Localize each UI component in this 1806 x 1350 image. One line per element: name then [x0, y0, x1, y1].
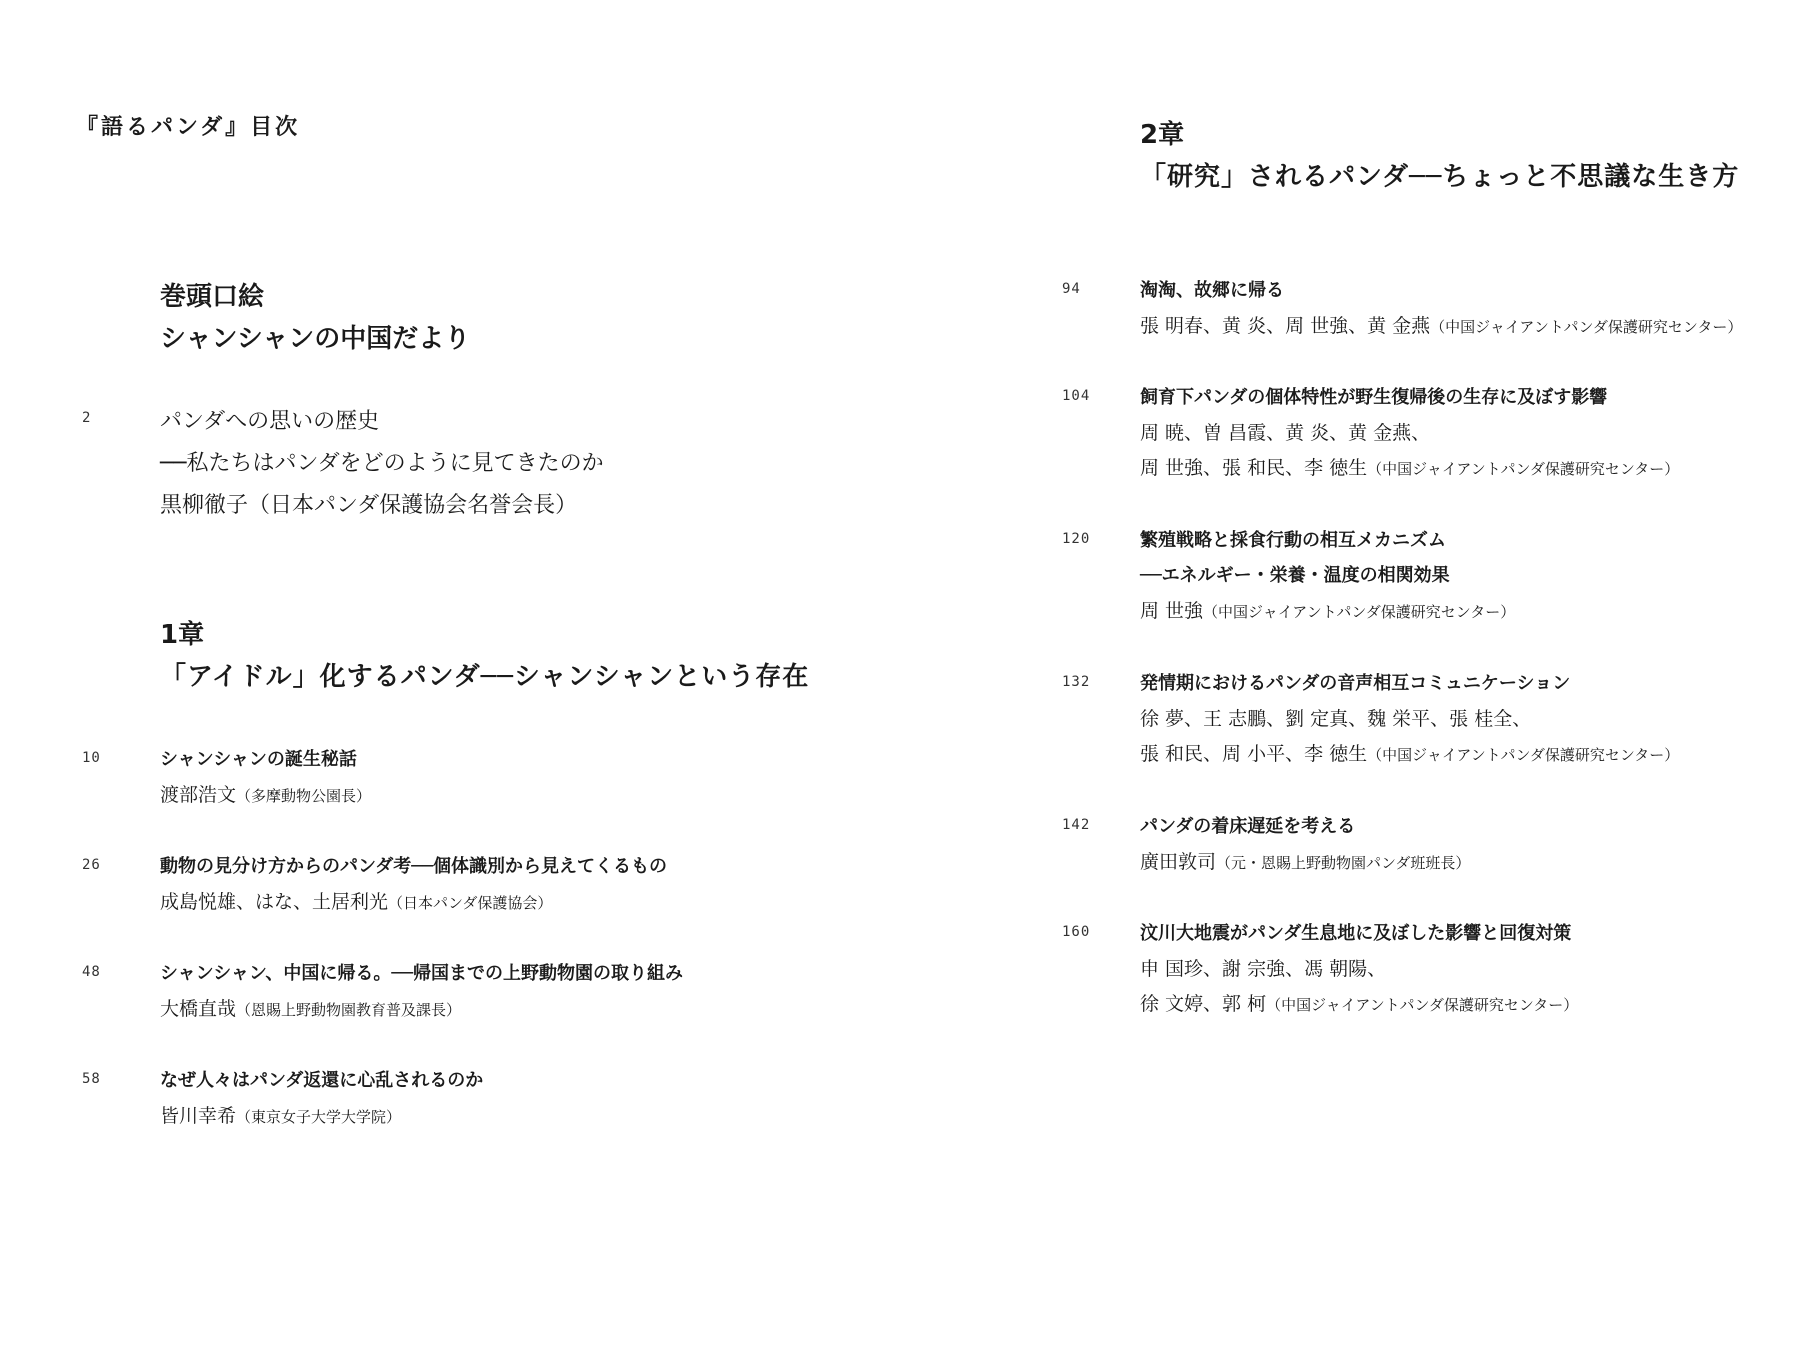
chapter2-title: 「研究」されるパンダ──ちょっと不思議な生き方 — [1140, 162, 1740, 192]
entry-title: シャンシャン、中国に帰る。──帰国までの上野動物園の取り組み — [160, 963, 684, 984]
entry-affiliation: （中国ジャイアントパンダ保護研究センター） — [1266, 996, 1579, 1014]
intro-subtitle: ──私たちはパンダをどのように見てきたのか — [160, 451, 604, 476]
entry-author: 皆川幸希 — [160, 1105, 237, 1127]
entry-affiliation: （元・恩賜上野動物園パンダ班班長） — [1216, 854, 1471, 872]
page-number: 104 — [1062, 388, 1091, 404]
entry-affiliation: （恩賜上野動物園教育普及課長） — [236, 1001, 462, 1019]
entry-author: 周 世強、張 和民、李 徳生 — [1140, 457, 1368, 479]
entry-title: 発情期におけるパンダの音声相互コミュニケーション — [1140, 673, 1571, 694]
entry-title: シャンシャンの誕生秘話 — [160, 749, 357, 770]
entry-author-line — [160, 887, 552, 914]
entry-author-line — [160, 1101, 401, 1128]
entry-author: 徐 夢、王 志鵬、劉 定真、魏 栄平、張 桂全、 — [1140, 708, 1532, 730]
page-number: 48 — [82, 964, 101, 980]
entry-title: 淘淘、故郷に帰る — [1140, 280, 1284, 301]
entry-author-line — [160, 994, 461, 1021]
entry-author: 申 国珍、謝 宗強、馮 朝陽、 — [1140, 958, 1387, 980]
entry-author: 周 世強 — [1140, 600, 1204, 622]
entry-author: 張 和民、周 小平、李 徳生 — [1140, 743, 1368, 765]
page-number: 120 — [1062, 531, 1091, 547]
page-number: 10 — [82, 750, 101, 766]
entry-author: 大橋直哉 — [160, 998, 237, 1020]
entry-author-line — [1140, 847, 1470, 874]
entry-author: 渡部浩文 — [160, 784, 237, 806]
entry-affiliation: （中国ジャイアントパンダ保護研究センター） — [1203, 603, 1516, 621]
page-number: 2 — [82, 410, 92, 426]
entry-affiliation: （東京女子大学大学院） — [236, 1108, 402, 1126]
entry-title: 汶川大地震がパンダ生息地に及ぼした影響と回復対策 — [1140, 923, 1572, 944]
entry-affiliation: （日本パンダ保護協会） — [388, 894, 553, 912]
frontispiece-subtitle: シャンシャンの中国だより — [160, 324, 471, 354]
chapter1-number: 1章 — [160, 620, 205, 650]
page-number: 132 — [1062, 674, 1091, 690]
entry-author-line — [1140, 453, 1679, 480]
intro-title: パンダへの思いの歴史 — [160, 409, 380, 434]
entry-subtitle: ──エネルギー・栄養・温度の相関効果 — [1140, 565, 1450, 586]
page-number: 58 — [82, 1071, 101, 1087]
entry-author-line — [1140, 739, 1679, 766]
entry-title: なぜ人々はパンダ返還に心乱されるのか — [160, 1070, 484, 1091]
entry-author-line — [1140, 311, 1742, 338]
page-number: 142 — [1062, 817, 1091, 833]
entry-affiliation: （多摩動物公園長） — [236, 787, 372, 805]
page-number: 160 — [1062, 924, 1091, 940]
entry-title: 繁殖戦略と採食行動の相互メカニズム — [1140, 530, 1446, 551]
entry-author: 廣田敦司 — [1140, 851, 1217, 873]
entry-title: 動物の見分け方からのパンダ考──個体識別から見えてくるもの — [160, 856, 667, 877]
entry-title: 飼育下パンダの個体特性が野生復帰後の生存に及ぼす影響 — [1140, 387, 1608, 408]
page-number: 26 — [82, 857, 101, 873]
entry-affiliation: （中国ジャイアントパンダ保護研究センター） — [1367, 746, 1680, 764]
intro-author: 黒柳徹子（日本パンダ保護協会名誉会長） — [160, 493, 578, 518]
entry-title: パンダの着床遅延を考える — [1140, 816, 1356, 837]
document-title: 『語るパンダ』目次 — [76, 115, 301, 140]
entry-author: 周 暁、曽 昌霞、黄 炎、黄 金燕、 — [1140, 422, 1431, 444]
chapter2-number: 2章 — [1140, 120, 1185, 150]
chapter1-title: 「アイドル」化するパンダ──シャンシャンという存在 — [160, 662, 810, 692]
entry-author: 徐 文婷、郭 柯 — [1140, 993, 1267, 1015]
entry-author: 成島悦雄、はな、土居利光 — [160, 891, 389, 913]
entry-author: 張 明春、黄 炎、周 世強、黄 金燕 — [1140, 315, 1431, 337]
entry-author-line — [1140, 989, 1578, 1016]
entry-affiliation: （中国ジャイアントパンダ保護研究センター） — [1367, 460, 1680, 478]
entry-author-line — [160, 780, 371, 807]
page-number: 94 — [1062, 281, 1081, 297]
entry-affiliation: （中国ジャイアントパンダ保護研究センター） — [1430, 318, 1743, 336]
frontispiece-title: 巻頭口絵 — [160, 282, 265, 312]
entry-author-line — [1140, 596, 1515, 623]
